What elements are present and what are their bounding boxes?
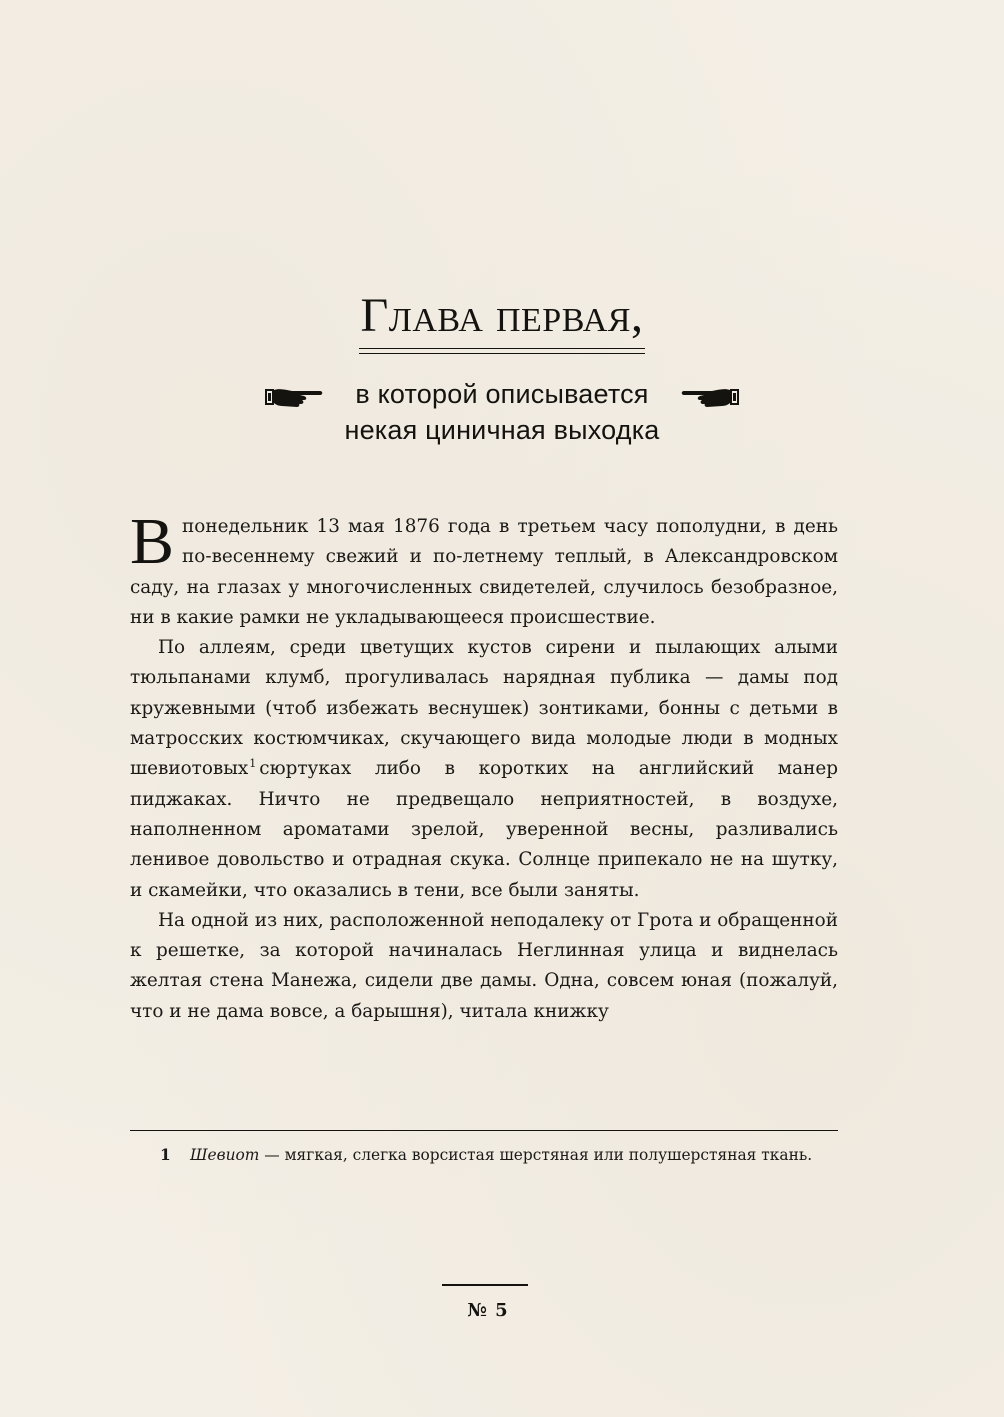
page-number: № 5 — [467, 1300, 509, 1321]
page-number-rule — [442, 1284, 528, 1286]
chapter-body — [130, 505, 838, 1027]
paragraph-2 — [130, 633, 838, 906]
pointing-hand-right-icon — [264, 384, 324, 410]
chapter-heading — [0, 288, 1004, 354]
footnote-number: 1 — [160, 1146, 171, 1164]
paragraph-1 — [130, 505, 838, 633]
drop-cap: В — [130, 505, 175, 578]
footnote-term: Шевиот — [190, 1146, 260, 1164]
pointing-hand-left-icon — [680, 384, 740, 410]
chapter-title-block — [359, 288, 646, 354]
title-rule-top — [359, 348, 646, 349]
paragraph-1-text: понедельник 13 мая 1876 года в третьем часу пополудни, в день по-весеннему свежий и по-летнему теплый, в Александровском саду, на глазах у многочисленных свидетелей, случилось безобразное, ни в какие рамки не укладывающееся происшествие. — [130, 516, 838, 628]
footnote-reference[interactable]: 1 — [249, 757, 257, 771]
paragraph-2-text-end: сюртуках либо в коротких на английский манер пиджаках. Ничто не предвещало неприятностей, в воздухе, наполненном ароматами зрелой, уверенной весны, разливались ленивое довольство и отрадная скука. Солнце припекало не на шутку, и скамейки, что оказались в тени, все были заняты. — [130, 758, 838, 901]
subtitle-line-1: в которой описывается — [355, 379, 649, 409]
footnote-divider — [130, 1130, 838, 1131]
chapter-title: Глава первая, — [360, 289, 644, 342]
footnote-text: — мягкая, слегка ворсистая шерстяная или полушерстяная ткань. — [259, 1146, 813, 1164]
paragraph-3: На одной из них, расположенной неподалеку от Грота и обращенной к решетке, за которой начиналась Неглинная улица и виднелась желтая стена Манежа, сидели две дамы. Одна, совсем юная (пожалуй, что и не дама вовсе, а барышня), читала книжку — [130, 909, 838, 1022]
subtitle-line-2: некая циничная выходка — [344, 415, 660, 445]
footnote — [130, 1142, 838, 1169]
chapter-subtitle — [344, 376, 659, 448]
chapter-subtitle-row — [0, 376, 1004, 448]
title-rule-bottom — [359, 353, 646, 354]
paragraph-2-text-start: По аллеям, среди цветущих кустов сирени и пылающих алыми тюльпанами клумб, прогуливалась нарядная публика — дамы под кружевными (чтоб избежать веснушек) зонтиками, бонны с детьми в матросских костюмчиках, скучающего вида молодые люди в модных шевиотовых — [130, 637, 838, 780]
